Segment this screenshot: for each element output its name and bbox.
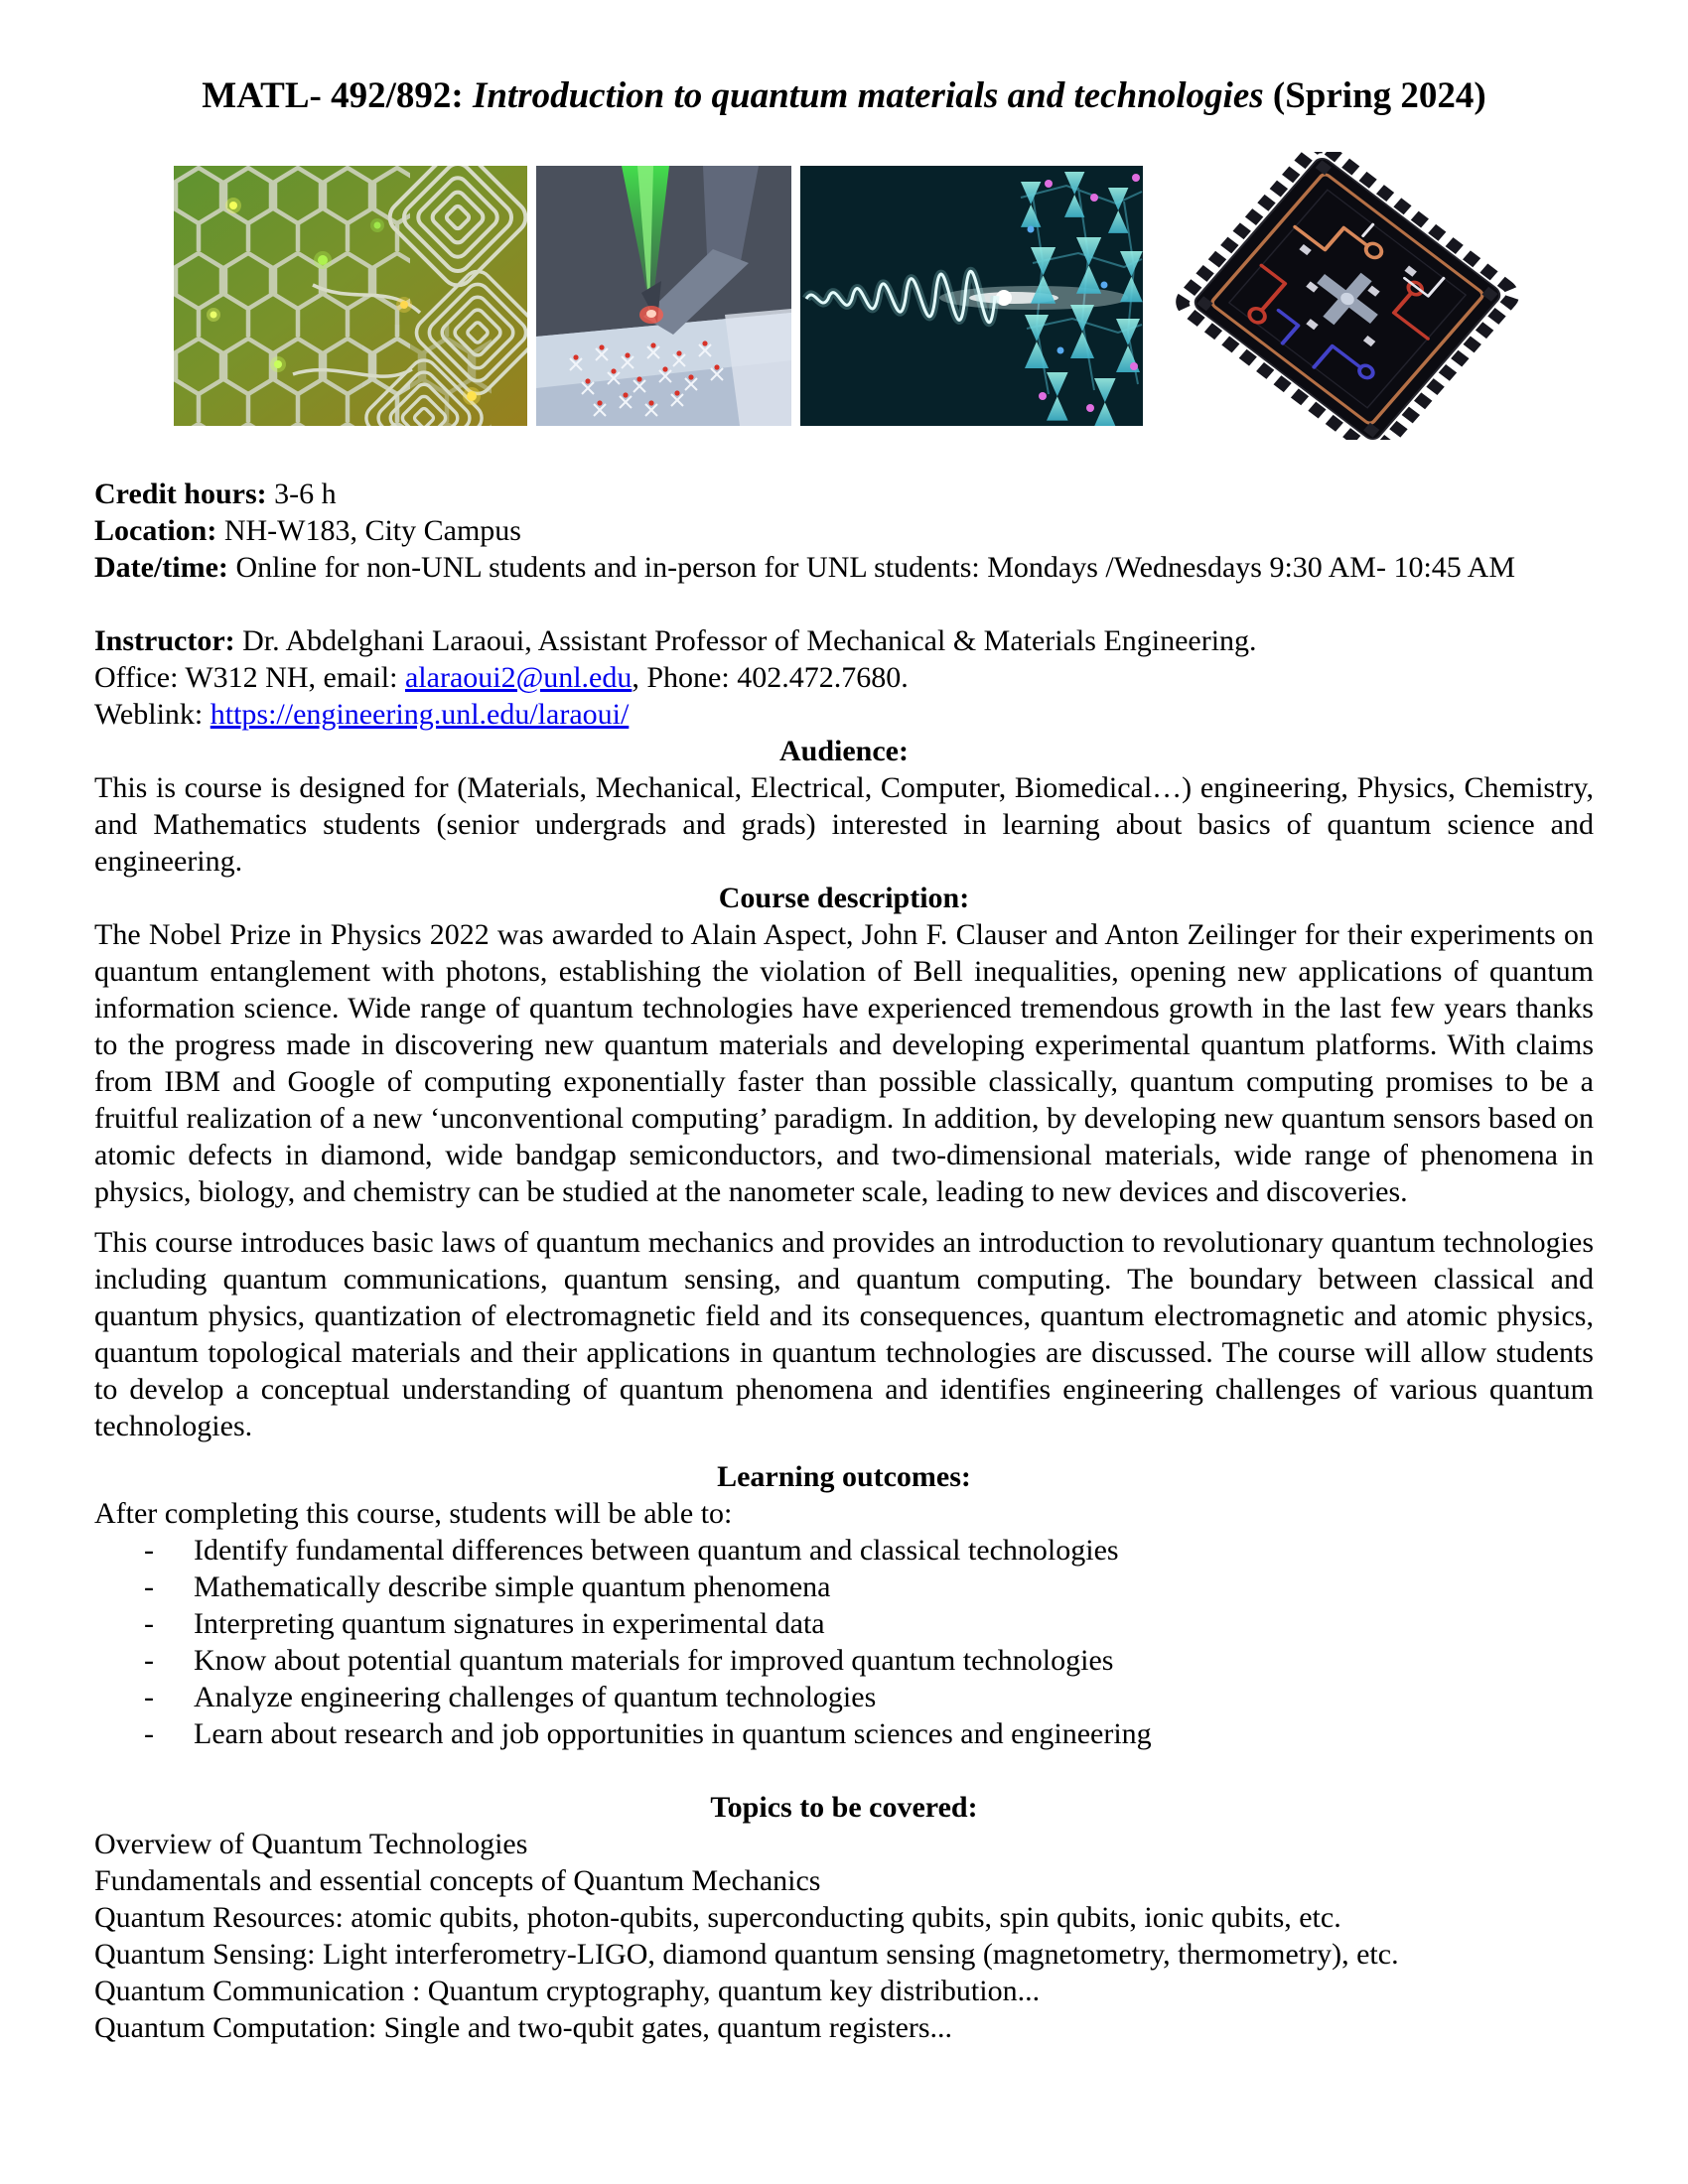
credit-hours-label: Credit hours: bbox=[94, 477, 267, 510]
instructor-line bbox=[94, 622, 1594, 659]
title-course-code: MATL- 492/892: bbox=[202, 75, 473, 116]
laser-probe-image bbox=[536, 166, 791, 426]
topic-item: Quantum Computation: Single and two-qubit gates, quantum registers... bbox=[94, 2010, 953, 2044]
location-label: Location: bbox=[94, 513, 217, 547]
page-title bbox=[94, 77, 1594, 116]
audience-paragraph: This is course is designed for (Materials, Mechanical, Electrical, Computer, Biomedical…) engineering, Physics, Chemistry, and Mathematics students (senior undergrads and grads) interested in learning about basics of quantum science and engineering. bbox=[94, 770, 1594, 878]
list-item bbox=[94, 1679, 1594, 1715]
outcome-text: Identify fundamental differences between quantum and classical technologies bbox=[194, 1533, 1119, 1567]
weblink-link[interactable]: https://engineering.unl.edu/laraoui/ bbox=[210, 697, 630, 731]
course-description-paragraph-2: This course introduces basic laws of quantum mechanics and provides an introduction to revolutionary quantum technologies including quantum communications, quantum sensing, and quantum computing. The boundary between classical and quantum physics, quantization of electromagnetic field and its consequences, quantum electromagnetic and atomic physics, quantum topological materials and their applications in quantum technologies are discussed. The course will allow students to develop a conceptual understanding of quantum phenomena and identifies engineering challenges of various quantum technologies. bbox=[94, 1225, 1594, 1442]
topic-item: Quantum Communication : Quantum cryptography, quantum key distribution... bbox=[94, 1974, 1041, 2007]
topics-heading: Topics to be covered: bbox=[710, 1790, 978, 1824]
audience-heading: Audience: bbox=[779, 734, 909, 767]
datetime-label: Date/time: bbox=[94, 550, 228, 584]
waveform-lattice-graphic bbox=[800, 166, 1143, 426]
blank-line bbox=[94, 586, 1594, 622]
topic-item: Quantum Resources: atomic qubits, photon-qubits, superconducting qubits, spin qubits, ionic qubits, etc. bbox=[94, 1900, 1341, 1934]
bullet-dash: - bbox=[144, 1606, 154, 1640]
credit-hours-line bbox=[94, 476, 1594, 512]
blank-line bbox=[94, 1752, 1594, 1789]
instructor-block bbox=[94, 622, 1594, 733]
waveform-lattice-image bbox=[800, 166, 1143, 426]
topic-item: Fundamentals and essential concepts of Quantum Mechanics bbox=[94, 1863, 821, 1897]
list-item bbox=[94, 1605, 1594, 1642]
credit-hours-value: 3-6 h bbox=[266, 477, 337, 510]
course-description-heading: Course description: bbox=[718, 881, 970, 914]
learning-outcomes-list bbox=[94, 1532, 1594, 1752]
office-line bbox=[94, 659, 1594, 696]
email-link[interactable]: alaraoui2@unl.edu bbox=[404, 660, 633, 694]
instructor-value: Dr. Abdelghani Laraoui, Assistant Professor of Mechanical & Materials Engineering. bbox=[234, 623, 1257, 657]
bullet-dash: - bbox=[144, 1643, 154, 1677]
quantum-chip-image bbox=[1157, 152, 1527, 440]
bullet-dash: - bbox=[144, 1716, 154, 1750]
bullet-dash: - bbox=[144, 1533, 154, 1567]
course-description-paragraph-1: The Nobel Prize in Physics 2022 was awarded to Alain Aspect, John F. Clauser and Anton Zeilinger for their experiments on quantum entanglement with photons, establishing the violation of Bell inequalities, opening new applications of quantum information science. Wide range of quantum technologies have experienced tremendous growth in the last few years thanks to the progress made in discovering new quantum materials and developing experimental quantum platforms. With claims from IBM and Google of computing exponentially faster than possible classically, quantum computing promises to be a fruitful realization of a new ‘unconventional computing’ paradigm. In addition, by developing new quantum sensors based on atomic defects in diamond, wide bandgap semiconductors, and two-dimensional materials, wide range of phenomena in physics, biology, and chemistry can be studied at the nanometer scale, leading to new devices and discoveries. bbox=[94, 917, 1594, 1208]
bullet-dash: - bbox=[144, 1680, 154, 1713]
location-value: NH-W183, City Campus bbox=[216, 513, 521, 547]
datetime-line bbox=[94, 549, 1594, 586]
instructor-label: Instructor: bbox=[94, 623, 235, 657]
list-item bbox=[94, 1532, 1594, 1569]
location-line bbox=[94, 512, 1594, 549]
weblink-line bbox=[94, 696, 1594, 733]
course-info-block bbox=[94, 476, 1594, 586]
title-semester: (Spring 2024) bbox=[1263, 75, 1486, 116]
outcome-text: Analyze engineering challenges of quantum technologies bbox=[194, 1680, 877, 1713]
learning-outcomes-intro: After completing this course, students will be able to: bbox=[94, 1496, 733, 1530]
list-item bbox=[94, 1715, 1594, 1752]
outcome-text: Mathematically describe simple quantum phenomena bbox=[194, 1570, 831, 1603]
outcome-text: Learn about research and job opportunities in quantum sciences and engineering bbox=[194, 1716, 1152, 1750]
weblink-label: Weblink: bbox=[94, 697, 211, 731]
office-text: Office: W312 NH, email: bbox=[94, 660, 405, 694]
outcome-text: Know about potential quantum materials for improved quantum technologies bbox=[194, 1643, 1114, 1677]
list-item bbox=[94, 1642, 1594, 1679]
title-course-name: Introduction to quantum materials and technologies bbox=[472, 75, 1264, 116]
quantum-chip-graphic bbox=[1157, 152, 1527, 440]
laser-probe-graphic bbox=[536, 166, 791, 426]
photonic-chip-image bbox=[174, 166, 527, 426]
list-item bbox=[94, 1569, 1594, 1605]
course-images-band bbox=[174, 166, 1594, 428]
topics-list bbox=[94, 1826, 1594, 2046]
bullet-dash: - bbox=[144, 1570, 154, 1603]
topic-item: Overview of Quantum Technologies bbox=[94, 1827, 528, 1860]
learning-outcomes-heading: Learning outcomes: bbox=[717, 1459, 971, 1493]
datetime-value: Online for non-UNL students and in-person for UNL students: Mondays /Wednesdays 9:30 AM- 10:45 AM bbox=[227, 550, 1515, 584]
topic-item: Quantum Sensing: Light interferometry-LIGO, diamond quantum sensing (magnetometry, thermometry), etc. bbox=[94, 1937, 1399, 1971]
phone-text: , Phone: 402.472.7680. bbox=[632, 660, 909, 694]
photonic-chip-graphic bbox=[174, 166, 527, 426]
outcome-text: Interpreting quantum signatures in experimental data bbox=[194, 1606, 825, 1640]
